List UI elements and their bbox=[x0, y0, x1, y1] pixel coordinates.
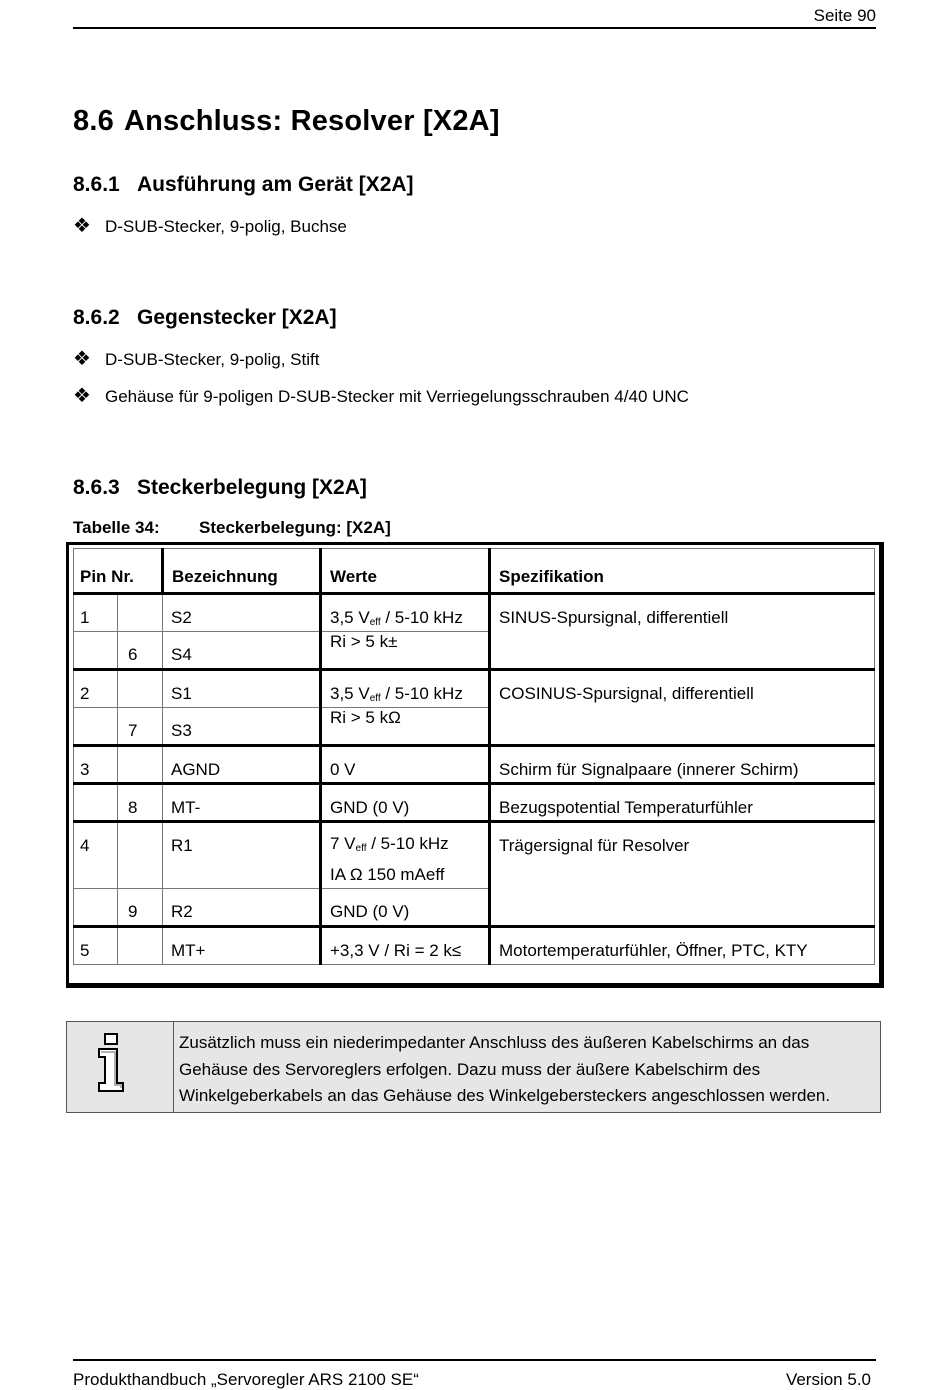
table-row: 5 MT+ +3,3 V / Ri = 2 k≤ Motortemperaturfühler, Öffner, PTC, KTY bbox=[74, 927, 875, 965]
bullet-item: ❖ D-SUB-Stecker, 9-polig, Stift bbox=[73, 348, 320, 370]
footer-version: Version 5.0 bbox=[785, 1370, 871, 1389]
table-row: 6 S4 Ri > 5 k± bbox=[74, 632, 875, 670]
table-row: 4 R1 7 $V_{eff} / 5-10$ kHz IA Ω 150 mAeff Trägersignal für Resolver bbox=[74, 822, 875, 889]
caption-number: Tabelle 34: bbox=[73, 518, 160, 537]
table-row: 8 MT- GND (0 V) Bezugspotential Temperaturfühler bbox=[74, 784, 875, 822]
caption-title: Steckerbelegung: [X2A] bbox=[199, 518, 391, 537]
diamond-bullet-icon: ❖ bbox=[73, 385, 91, 407]
subsection-number: 8.6.2 bbox=[73, 306, 120, 329]
table-row: 2 S1 3,5 $V_{eff} / 5-10$ kHz COSINUS-Spursignal, differentiell bbox=[74, 670, 875, 708]
header-pin: Pin Nr. bbox=[74, 549, 163, 594]
subsection-heading-2 bbox=[73, 306, 337, 330]
diamond-bullet-icon: ❖ bbox=[73, 215, 91, 237]
footer-rule bbox=[73, 1359, 876, 1361]
header-spezifikation: Spezifikation bbox=[490, 549, 875, 594]
table-row: 7 S3 Ri > 5 kΩ bbox=[74, 708, 875, 746]
table-row: 1 S2 3,5 $V_{eff} / 5-10$ kHz SINUS-Spursignal, differentiell bbox=[74, 594, 875, 632]
info-note bbox=[66, 1021, 881, 1113]
header-werte: Werte bbox=[321, 549, 490, 594]
table-row: 3 AGND 0 V Schirm für Signalpaare (innerer Schirm) bbox=[74, 746, 875, 784]
section-heading bbox=[73, 105, 500, 138]
subsection-heading-3 bbox=[73, 476, 367, 500]
subsection-heading-1 bbox=[73, 173, 414, 197]
bullet-item: ❖ D-SUB-Stecker, 9-polig, Buchse bbox=[73, 215, 347, 237]
pin-assignment-table bbox=[73, 548, 875, 965]
footer-title: Produkthandbuch „Servoregler ARS 2100 SE“ bbox=[73, 1370, 419, 1389]
note-text: Zusätzlich muss ein niederimpedanter Anschluss des äußeren Kabelschirms an das Gehäuse des Servoreglers erfolgen. Dazu muss der äußere Kabelschirm des Winkelgeberkabels an das Gehäuse des Winkelgebersteckers angeschlossen werden. bbox=[179, 1033, 831, 1105]
bullet-item: ❖ Gehäuse für 9-poligen D-SUB-Stecker mit Verriegelungsschrauben 4/40 UNC bbox=[73, 385, 689, 407]
subsection-title: Gegenstecker [X2A] bbox=[137, 306, 337, 329]
diamond-bullet-icon: ❖ bbox=[73, 348, 91, 370]
page-number: Seite 90 bbox=[813, 6, 876, 25]
subsection-number: 8.6.3 bbox=[73, 476, 120, 499]
header-bezeichnung: Bezeichnung bbox=[163, 549, 321, 594]
section-number: 8.6 bbox=[73, 105, 114, 137]
section-title: Anschluss: Resolver [X2A] bbox=[124, 105, 500, 137]
table-caption bbox=[73, 518, 391, 538]
info-icon bbox=[67, 1022, 173, 1112]
header-rule bbox=[73, 27, 876, 29]
table-row: 9 R2 GND (0 V) bbox=[74, 889, 875, 927]
subsection-number: 8.6.1 bbox=[73, 173, 120, 196]
table-header-row bbox=[74, 549, 875, 594]
subsection-title: Steckerbelegung [X2A] bbox=[137, 476, 367, 499]
subsection-title: Ausführung am Gerät [X2A] bbox=[137, 173, 414, 196]
